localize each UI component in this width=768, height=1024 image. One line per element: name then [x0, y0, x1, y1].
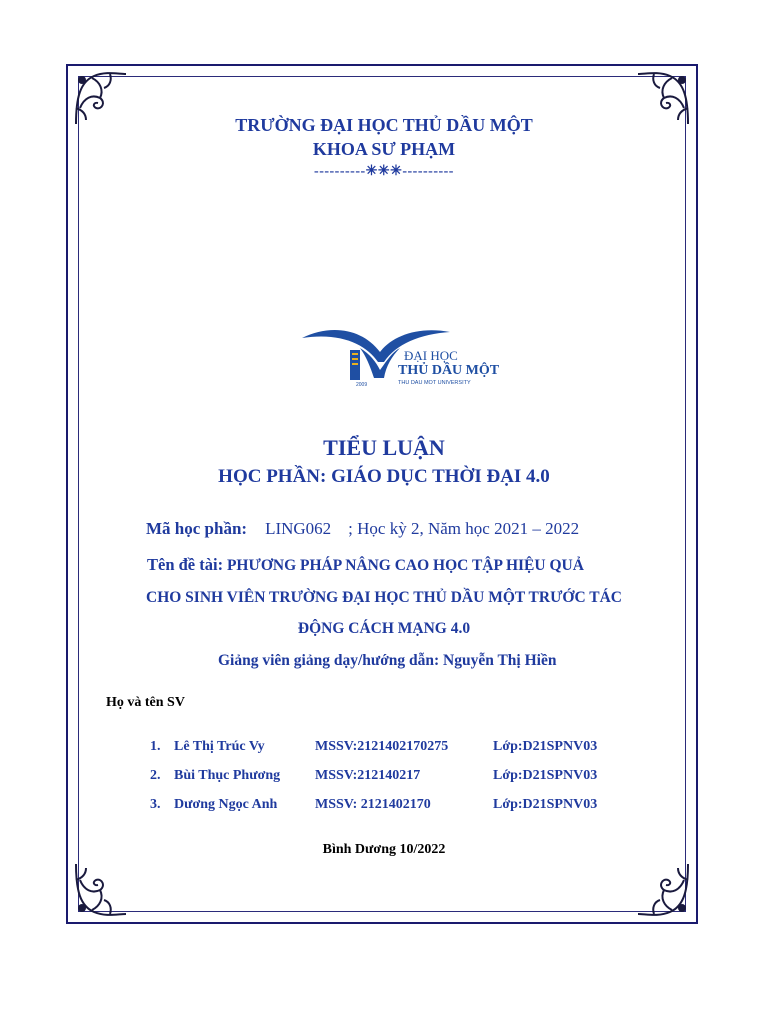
student-class: Lớp:D21SPNV03	[493, 768, 598, 783]
student-id: MSSV: 2121402170	[315, 797, 431, 812]
university-logo	[300, 322, 520, 388]
course-code-label: Mã học phần:	[146, 519, 248, 538]
student-id: MSSV:212140217	[315, 768, 421, 783]
student-class: Lớp:D21SPNV03	[493, 739, 598, 754]
header-separator: ----------✳✳✳----------	[314, 164, 454, 179]
student-class: Lớp:D21SPNV03	[493, 797, 598, 812]
corner-ornament-bottom-left	[70, 858, 132, 920]
student-name: Bùi Thục Phương	[174, 768, 281, 783]
student-number: 3.	[150, 797, 161, 812]
students-label: Họ và tên SV	[106, 695, 185, 710]
student-id: MSSV:2121402170275	[315, 739, 449, 754]
logo-subtitle: THU DAU MOT UNIVERSITY	[398, 380, 471, 386]
student-number: 2.	[150, 768, 161, 783]
faculty-name: KHOA SƯ PHẠM	[312, 139, 456, 159]
course-name: HỌC PHẦN: GIÁO DỤC THỜI ĐẠI 4.0	[218, 466, 550, 487]
student-name: Dương Ngọc Anh	[174, 797, 278, 812]
topic-text-3: ĐỘNG CÁCH MẠNG 4.0	[297, 620, 471, 637]
topic-line-1	[147, 555, 584, 575]
document-title: TIỂU LUẬN	[323, 435, 445, 460]
student-number: 1.	[150, 739, 161, 754]
topic-text-2: CHO SINH VIÊN TRƯỜNG ĐẠI HỌC THỦ DẦU MỘT TRƯỚC TÁC	[146, 589, 622, 606]
place-date: Bình Dương 10/2022	[322, 842, 446, 857]
course-code-line	[146, 519, 579, 539]
logo-line1: ĐẠI HỌC	[404, 348, 458, 363]
student-name: Lê Thị Trúc Vy	[174, 739, 265, 754]
school-name: TRƯỜNG ĐẠI HỌC THỦ DẦU MỘT	[235, 115, 533, 135]
logo-year: 2009	[356, 382, 368, 388]
topic-label: Tên đề tài:	[147, 555, 224, 574]
page-border-inner	[78, 76, 686, 912]
logo-line2: THỦ DẦU MỘT	[398, 363, 500, 378]
course-code-value: LING062 ; Học kỳ 2, Năm học 2021 – 2022	[265, 519, 580, 538]
topic-text-1: PHƯƠNG PHÁP NÂNG CAO HỌC TẬP HIỆU QUẢ	[226, 557, 584, 574]
corner-ornament-bottom-right	[632, 858, 694, 920]
teacher-line: Giảng viên giảng dạy/hướng dẫn: Nguyễn Thị Hiền	[218, 652, 557, 669]
